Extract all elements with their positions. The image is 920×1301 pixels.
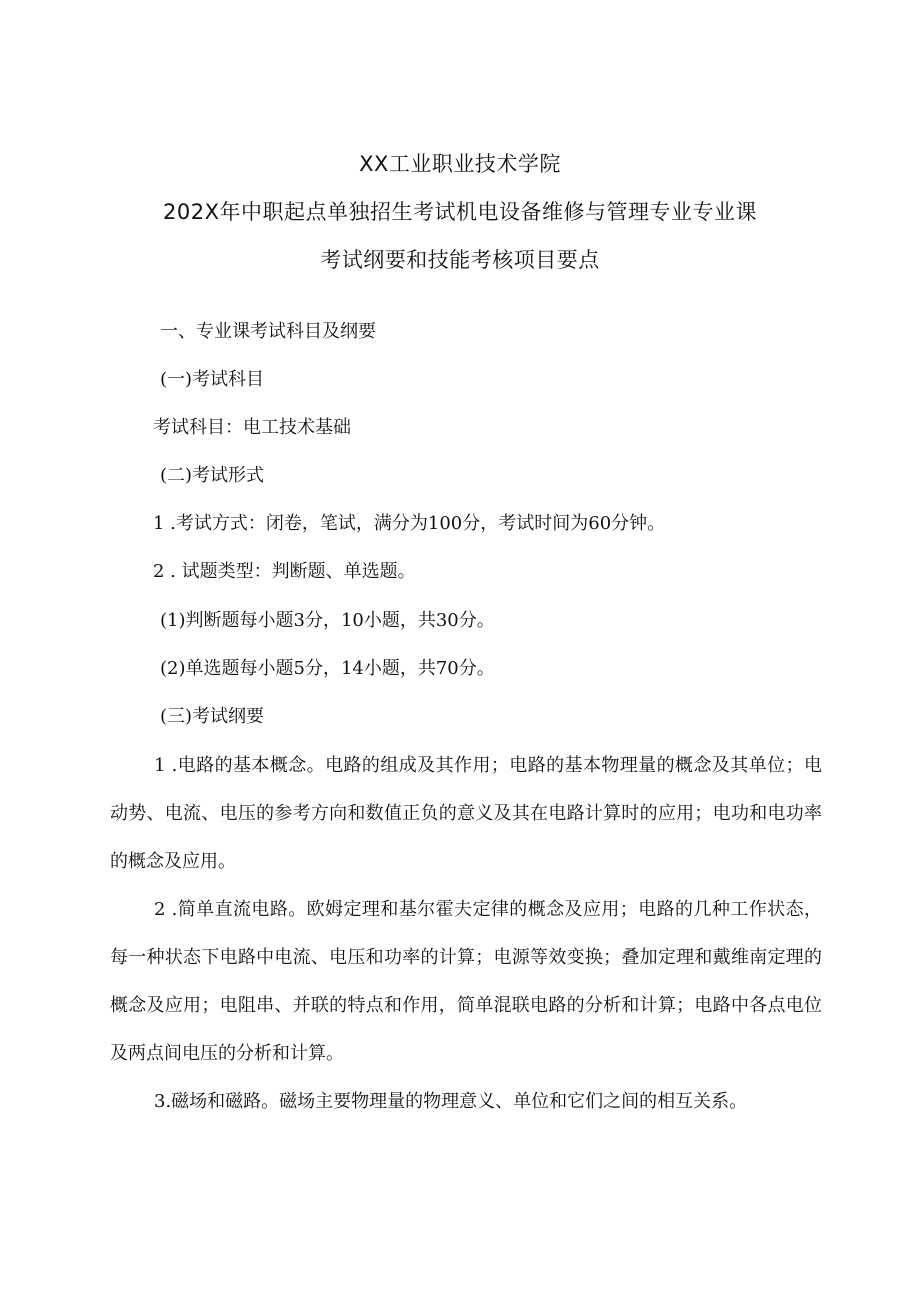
document-title	[0, 140, 920, 284]
title-line-outline: 考试纲要和技能考核项目要点	[320, 248, 600, 272]
outline-paragraph-1: 1 .电路的基本概念。电路的组成及其作用；电路的基本物理量的概念及其单位；电动势、电流、电压的参考方向和数值正负的意义及其在电路计算时的应用；电功和电功率的概念及应用。	[110, 755, 822, 872]
section-one-heading: 一、专业课考试科目及纲要	[160, 321, 376, 342]
outline-paragraph-2: 2 .简单直流电路。欧姆定理和基尔霍夫定律的概念及应用；电路的几种工作状态，每一种状态下电路中电流、电压和功率的计算；电源等效变换；叠加定理和戴维南定理的概念及应用；电阻串、并联的特点和作用，简单混联电路的分析和计算；电路中各点电位及两点间电压的分析和计算。	[110, 899, 822, 1064]
form-item-2-2: (2)单选题每小题5分，14小题，共70分。	[160, 658, 495, 679]
form-item-1: 1 .考试方式：闭卷，笔试，满分为100分，考试时间为60分钟。	[153, 513, 666, 534]
form-item-2-1: (1)判断题每小题3分，10小题，共30分。	[160, 610, 495, 631]
subject-line: 考试科目：电工技术基础	[153, 417, 351, 438]
form-item-2: 2 . 试题类型：判断题、单选题。	[153, 561, 416, 582]
sub-one-heading: (一)考试科目	[160, 369, 265, 390]
sub-three-heading: (三)考试纲要	[160, 706, 265, 727]
sub-two-heading: (二)考试形式	[160, 465, 265, 486]
title-line-exam: 202X年中职起点单独招生考试机电设备维修与管理专业专业课	[163, 200, 757, 224]
title-line-school: XX工业职业技术学院	[359, 152, 561, 176]
outline-paragraph-3: 3.磁场和磁路。磁场主要物理量的物理意义、单位和它们之间的相互关系。	[154, 1091, 748, 1112]
